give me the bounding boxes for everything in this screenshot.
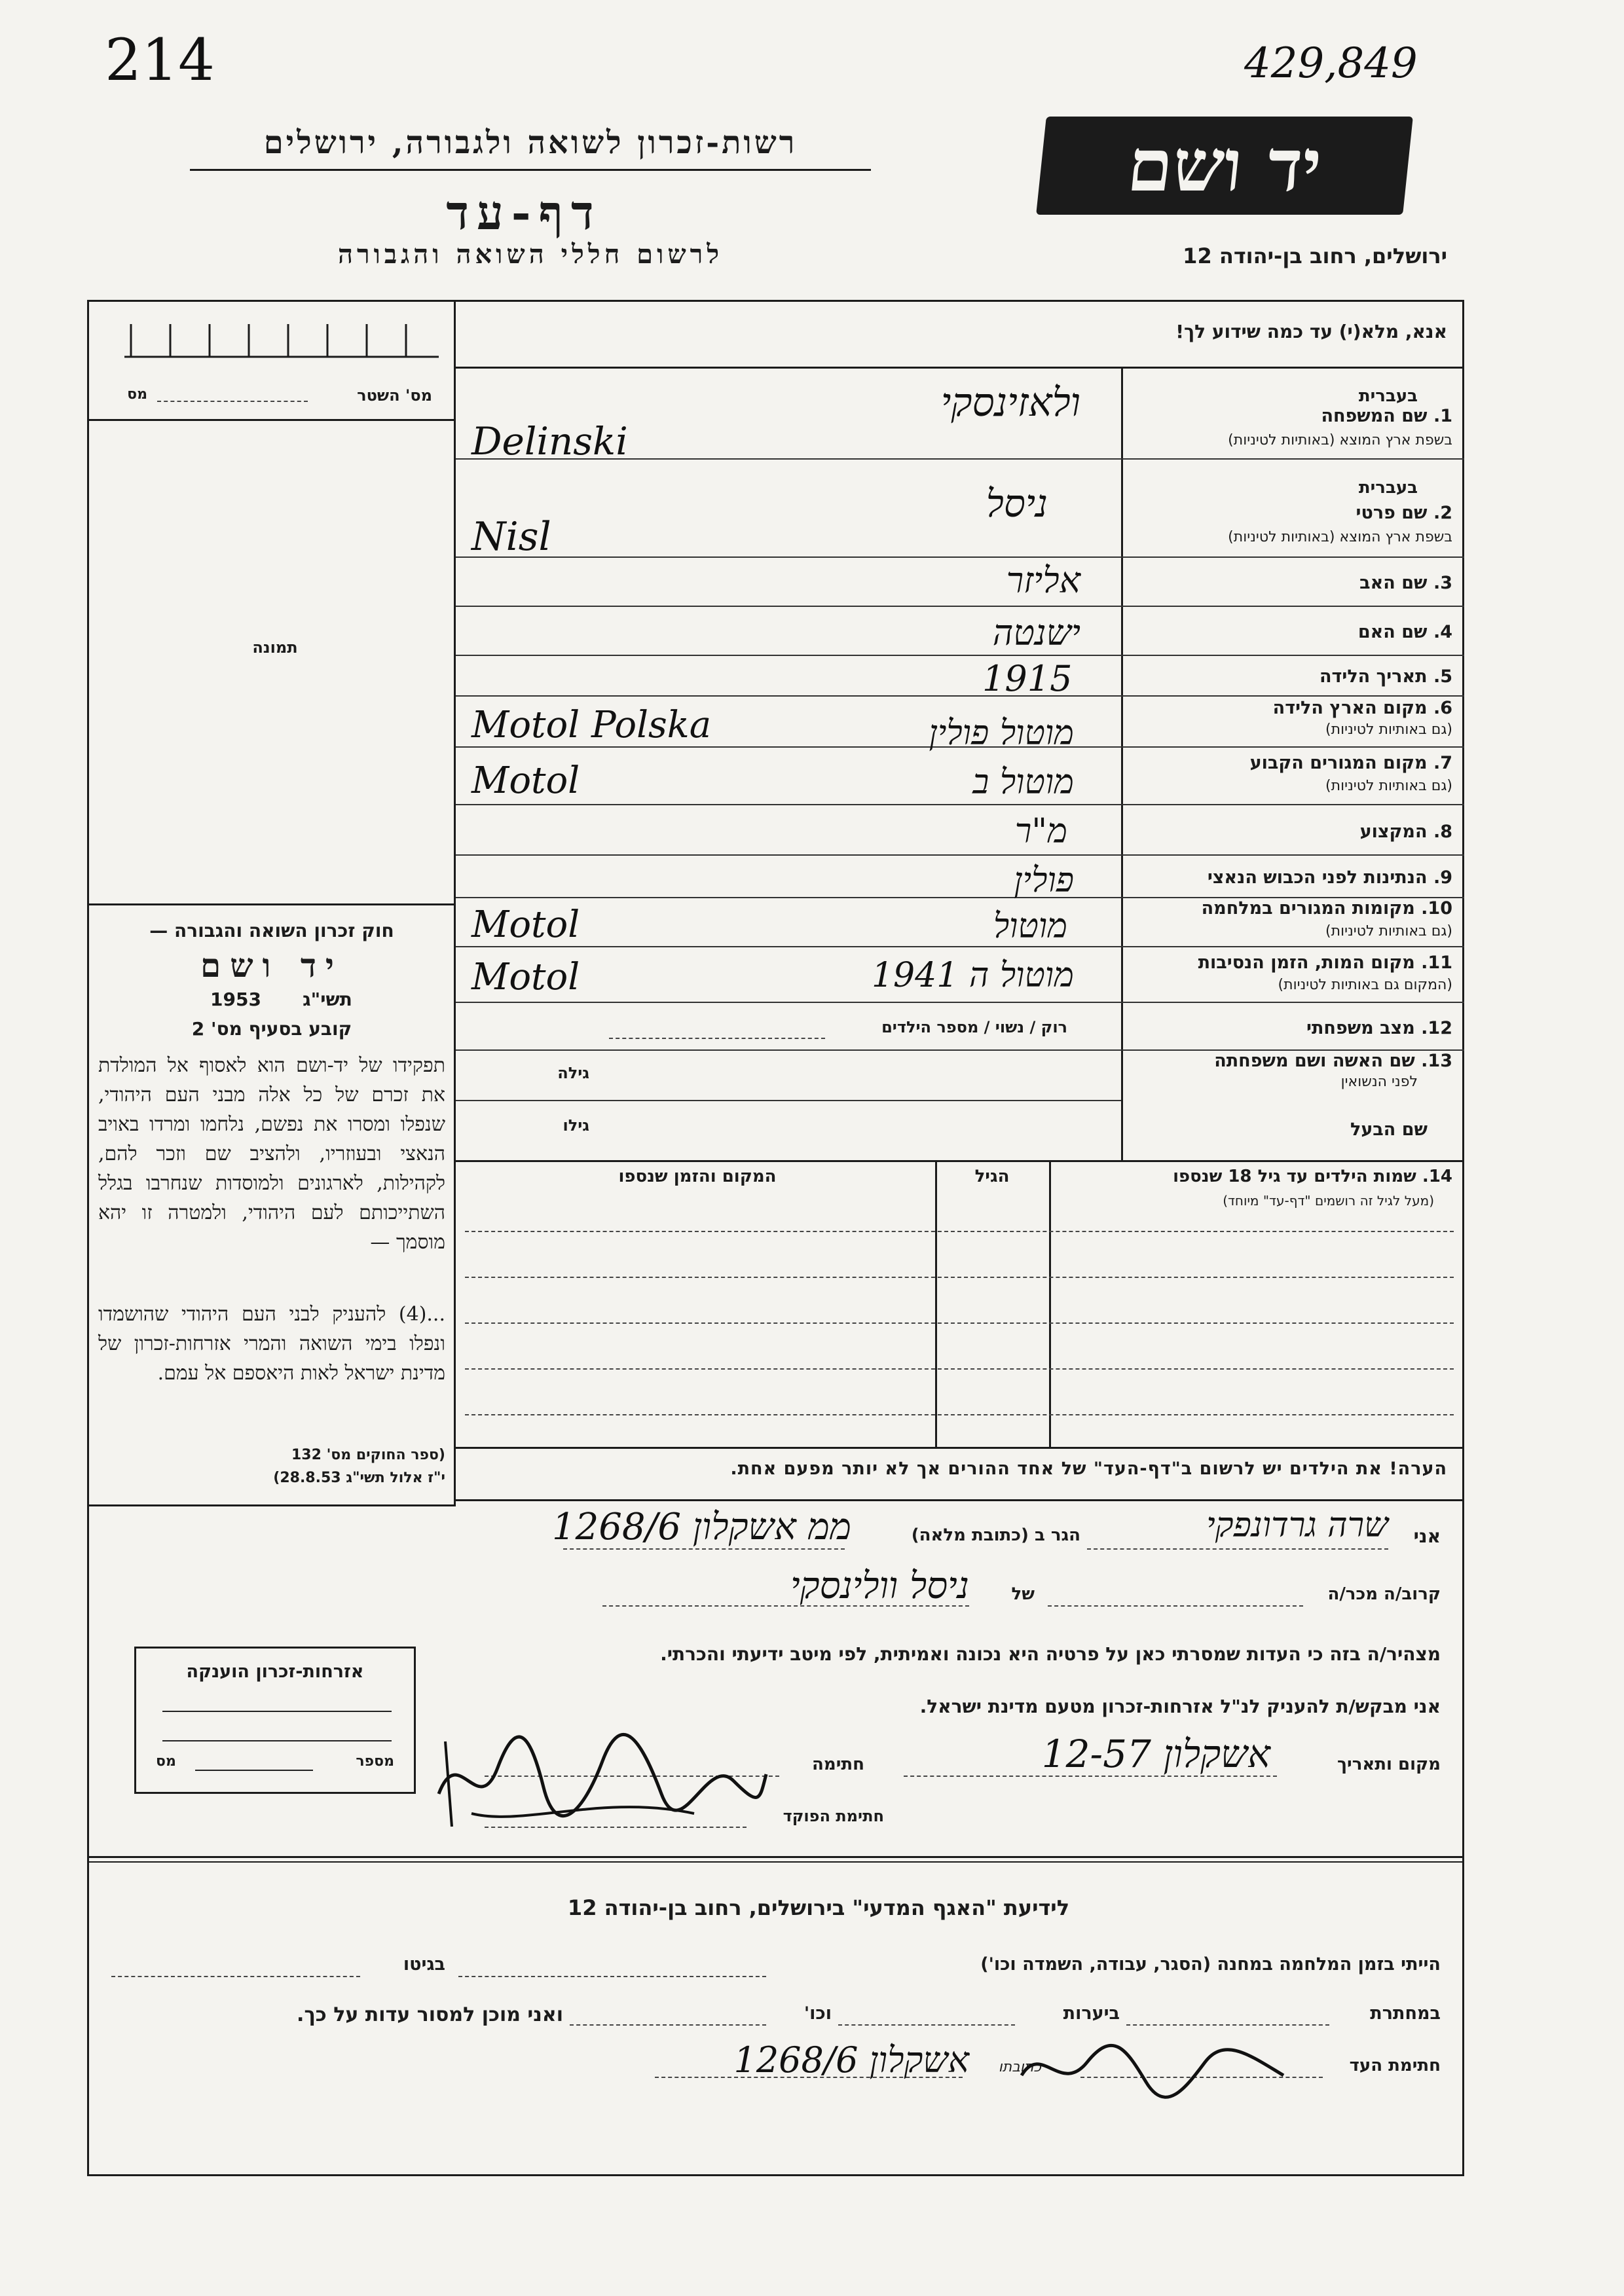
field-7-text: מקום המגורים הקבוע [1249,753,1428,773]
field-8-text: המקצוע [1359,822,1428,842]
field-1-num: 1. [1433,406,1452,426]
field-9-num: 9. [1433,867,1452,888]
field-husband-label [1350,1120,1428,1140]
stamp-title: אזרחות-זכרון הוענקה [186,1662,364,1682]
hw-declarant: שרה גרדונפקי [1206,1506,1388,1545]
field-13-note: לפני הנשואין [1340,1074,1418,1090]
field-9-label [1208,867,1452,888]
decl-place-date: מקום ותאריך [1337,1755,1441,1774]
hw-father: אליזר [1006,560,1080,601]
field-4-label [1358,622,1452,642]
field-2-tag: בעברית [1358,478,1418,498]
field-2-note: בשפת ארץ המוצא (באותיות לטיניות) [1228,529,1452,545]
field-7-note: (גם באותיות לטיניות) [1325,778,1452,794]
hw-first-he: ניסל [986,481,1048,526]
children-num: 14. [1422,1167,1452,1186]
field-12-num: 12. [1421,1018,1452,1038]
header-address: ירושלים, רחוב בן-יהודה 12 [1183,244,1447,268]
field-5-label [1320,666,1452,687]
law-year-he: תשי"ג [303,989,352,1010]
field-13-num: 13. [1421,1051,1452,1071]
witness-signature [1015,2036,1290,2102]
stamp-box [134,1647,416,1794]
stamp-number-label: מספר [356,1753,394,1770]
field-1-text: שם המשפחה [1321,406,1428,426]
field-7-num: 7. [1433,753,1452,773]
decl-statement: מצהיר/ה בזה כי העדות שמסרתי כאן על פרטיה היא נכונה ואמיתית, לפי מיטב ידיעתי והכרתי. [660,1643,1441,1665]
law-year: 1953 [210,989,261,1010]
footer-line2-a: במחתרת [1370,2003,1441,2024]
law-body: תפקידו של יד-ושם הוא לאסוף אל המולדת את זכרם של כל אלה מבני העם היהודי, שנפלו ומסרו את נפשם, נלחמו ומרדו באויב הנאצי ובעוזריו, ולהציב שם וזכר להם, לקהילות, לארגונים ולמוסדות שנחרבו בגלל השתייכותם לעם היהודי, ולמטרה זו יהא מוסמך — [98,1054,445,1254]
field-10-label [1202,898,1452,919]
children-note: (מעל לגיל זה רושמים "דף-עד" מיוחד) [1223,1193,1434,1209]
decl-of: של [1011,1584,1035,1604]
photo-label: תמונה [252,638,298,657]
field-8-num: 8. [1433,822,1452,842]
archive-note: 214 [105,26,215,94]
field-2-num: 2. [1433,503,1452,523]
hw-death-place: Motol [471,956,580,998]
footer-title: לידיעת "האגף המדעי" בירושלים, רחוב בן-יהודה 12 [567,1895,1070,1920]
field-husband-text: שם הבעל [1350,1120,1428,1140]
field-11-label [1198,953,1452,973]
decl-officer-signature: חתימת הפוקד [783,1807,884,1825]
hw-relative-of: ניסל וולינסקי [790,1565,969,1607]
decl-i: אני [1413,1525,1441,1547]
field-3-label [1359,573,1452,593]
serial-label: מס' השטר [357,386,432,405]
field-7-label [1250,753,1452,773]
declarant-signature [432,1715,773,1833]
hw-death-place-he: מוטול ה 1941 [871,956,1074,995]
footer-witness-sig: חתימת העד [1349,2056,1441,2075]
hw-surname-lat: Delinski [471,419,628,464]
hw-place-date: אשקלון 12-57 [1041,1732,1270,1776]
field-1-note: בשפת ארץ המוצא (באותיות לטיניות) [1228,432,1452,448]
footer-line2-d: ואני מוכן למסור עדות על כך. [297,2003,563,2026]
field-5-num: 5. [1433,666,1452,687]
page-number: 429,849 [1244,39,1418,88]
field-6-note: (גם באותיות לטיניות) [1325,721,1452,738]
field-2-label [1356,503,1452,523]
children-remark: הערה! את הילדים יש לרשום ב"דף-העד" של אחד ההורים אך לא יותר מפעם אחת. [730,1459,1447,1479]
field-8-label [1360,822,1452,842]
logo-text: יד ושם [1123,123,1326,208]
form-title: דף-עד [446,185,602,240]
hw-wartime-residence-he: מוטול [993,907,1067,946]
hw-residence: Motol [471,759,580,802]
age-label-wife: גילה [557,1064,589,1082]
hw-birth-year: 1915 [982,658,1073,699]
hw-residence-he: מוטול ב [972,763,1074,802]
field-13-label [1214,1051,1452,1071]
field-1-label [1321,406,1452,426]
field-1-tag: בעברית [1358,386,1418,406]
hw-wartime-residence: Motol [471,903,580,946]
field-6-num: 6. [1433,698,1452,718]
footer-line1-a: הייתי בזמן המלחמה במחנה (הסגר, עבודה, השמדה וכו') [980,1954,1441,1975]
footer-line2-c: וכו' [803,2003,832,2024]
law-ref: (ספר החוקים מס' 132 [291,1447,445,1463]
field-9-text: הנתינות לפני הכבוש הנאצי [1207,867,1428,888]
field-11-text: מקום המות, הזמן הנסיבות [1198,953,1415,973]
field-6-text: מקום הארץ הלידה [1272,698,1428,718]
field-10-text: מקומות המגורים במלחמה [1201,898,1415,919]
decl-request: אני מבקש/ת להעניק לנ"ל אזרחות-זכרון מטעם מדינת ישראל. [919,1696,1441,1717]
hw-mother: ישנטה [992,612,1080,653]
field-10-note: (גם באותיות לטיניות) [1325,923,1452,939]
law-body-2: ...(4) להעניק לבני העם היהודי שהושמדו ונפלו בימי השואה והמרי אזרחות-זכרון של מדינת ישראל לאות היאספם אל עמם. [98,1303,445,1385]
decl-relative: קרוב/ה מכר/ה [1327,1584,1441,1604]
field-12-text: מצב משפחתי [1306,1018,1415,1038]
footer-line2-b: ביערות [1063,2003,1120,2024]
law-title: חוק זכרון השואה והגבורה — [149,920,394,941]
field-5-text: תאריך הלידה [1319,666,1428,687]
law-clause: קובע בסעיף מס' 2 [191,1018,352,1040]
hw-profession: מ"ר [1014,812,1067,851]
hw-nationality: פולין [1014,861,1074,900]
children-heading [1173,1167,1452,1186]
children-col-age: הגיל [974,1167,1010,1186]
field-3-num: 3. [1433,573,1452,593]
stamp-number-suffix: מס [156,1753,176,1770]
field-4-num: 4. [1433,622,1452,642]
hw-declarant-address: ממ אשקלון 1268/6 [551,1506,851,1548]
decl-residing: הגר ב (כתובת מלאה) [911,1525,1080,1545]
footer-address-label: כתובתו [998,2059,1041,2075]
children-heading-text: שמות הילדים עד גיל 18 שנספו [1173,1167,1416,1186]
serial-ticks [118,321,445,360]
field-2-text: שם פרטי [1356,503,1428,523]
field-4-text: שם האם [1357,622,1428,642]
header-authority: רשות-זכרון לשואה ולגבורה, ירושלים [263,124,798,161]
children-col-place: המקום והזמן שנספו [618,1167,777,1186]
serial-suffix: מס [127,386,147,403]
footer-line1-b: בגיטו [403,1954,445,1975]
field-6-label [1273,698,1452,718]
law-name: יד ושם [200,946,343,985]
instruction-text: אנא, מלא(י) עד כמה שידוע לך! [1175,321,1447,342]
decl-signature: חתימה [812,1755,864,1774]
field-3-text: שם האב [1359,573,1428,593]
age-label-husband: גילו [563,1116,589,1135]
field-12-label [1306,1018,1452,1038]
hw-birthplace: Motol Polska [471,704,712,746]
field-11-note: (המקום גם באותיות לטיניות) [1278,977,1452,993]
hw-witness-address: אשקלון 1268/6 [733,2039,969,2081]
marital-options: רוק / נשוי / מספר הילדים [881,1018,1067,1036]
field-10-num: 10. [1421,898,1452,919]
yad-vashem-logo [1036,117,1413,215]
form-subtitle: לרשום חללי השואה והגבורה [337,239,724,270]
hw-surname-he: ולאזינסקי [940,380,1080,426]
field-13-text: שם האשה ושם משפחתה [1214,1051,1415,1071]
hw-first-lat: Nisl [471,514,551,560]
law-ref-date: י"ז אלול תשי"ג 28.8.53) [273,1470,445,1486]
hw-birthplace-he: מוטול פולין [929,714,1074,753]
field-11-num: 11. [1421,953,1452,973]
